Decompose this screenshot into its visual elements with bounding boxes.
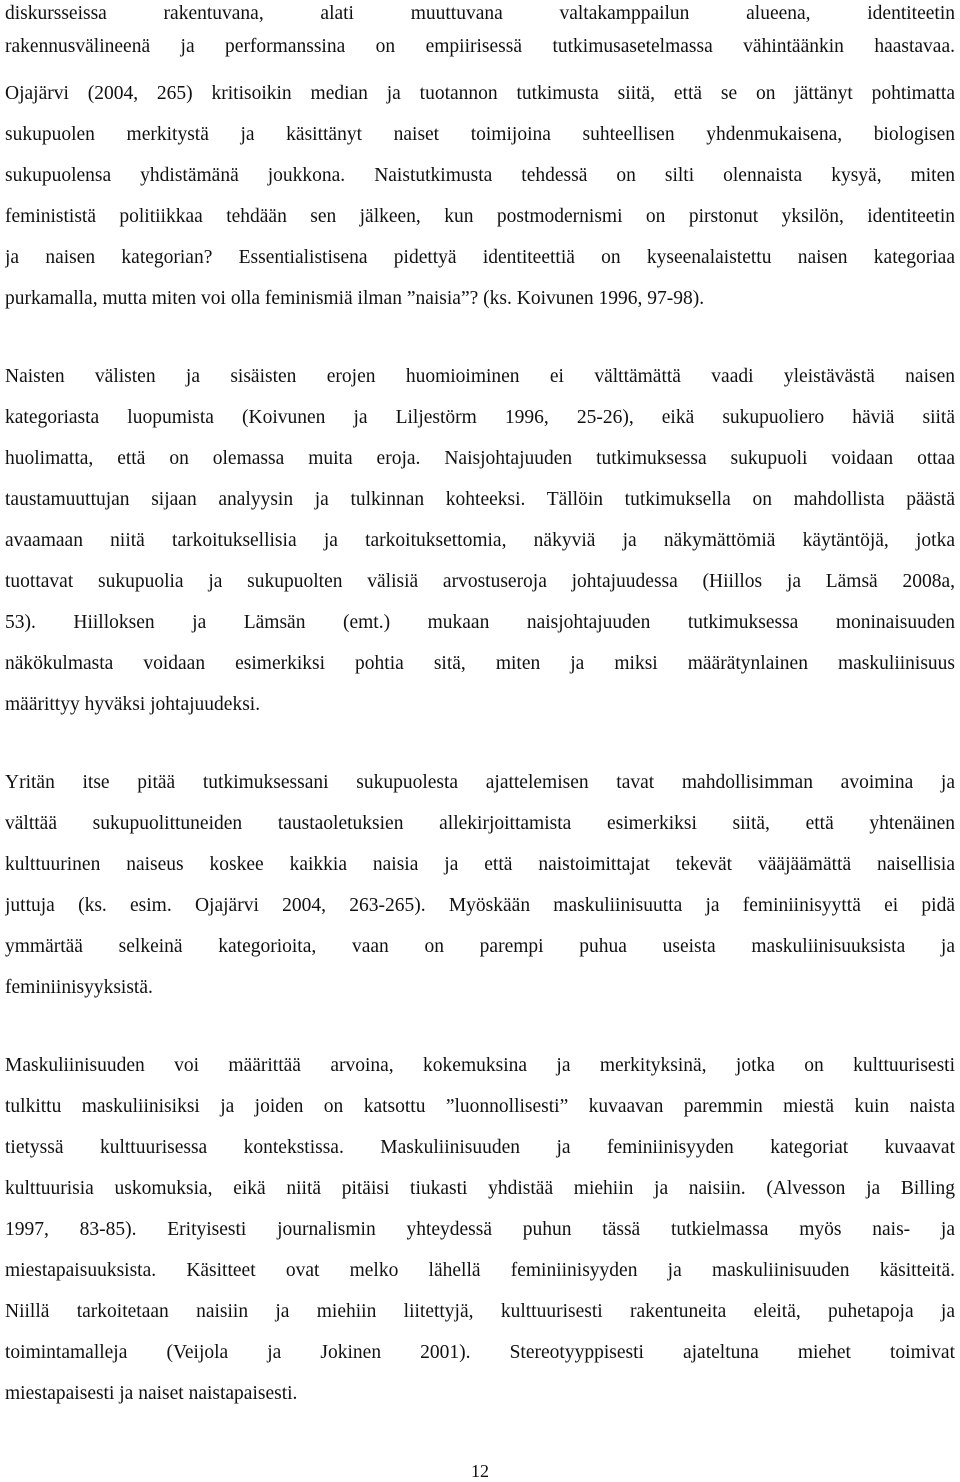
text-line: rakennusvälineenä ja performanssina on empiirisessä tutkimusasetelmassa vähintäänkin haastavaa. bbox=[5, 36, 955, 57]
text-line: kategoriasta luopumista (Koivunen ja Liljestörm 1996, 25-26), eikä sukupuoliero häviä siitä bbox=[5, 407, 955, 428]
text-line: feminististä politiikkaa tehdään sen jälkeen, kun postmodernismi on pirstonut yksilön, identiteetin bbox=[5, 206, 955, 227]
text-line: miestapaisesti ja naiset naistapaisesti. bbox=[5, 1383, 298, 1404]
text-line: 1997, 83-85). Erityisesti journalismin yhteydessä puhun tässä tutkielmassa myös nais- ja bbox=[5, 1219, 955, 1240]
text-line: tulkittu maskuliinisiksi ja joiden on katsottu ”luonnollisesti” kuvaavan paremmin miestä kuin naista bbox=[5, 1096, 955, 1117]
text-line: 53). Hiilloksen ja Lämsän (emt.) mukaan naisjohtajuuden tutkimuksessa moninaisuuden bbox=[5, 612, 955, 633]
text-line: tietyssä kulttuurisessa kontekstissa. Maskuliinisuuden ja feminiinisyyden kategoriat kuvaavat bbox=[5, 1137, 955, 1158]
text-line: toimintamalleja (Veijola ja Jokinen 2001). Stereotyyppisesti ajateltuna miehet toimivat bbox=[5, 1342, 955, 1363]
text-line: sukupuolen merkitystä ja käsittänyt naiset toimijoina suhteellisen yhdenmukaisena, biologisen bbox=[5, 124, 955, 145]
text-line: tuottavat sukupuolia ja sukupuolten välisiä arvostuseroja johtajuudessa (Hiillos ja Lämsä 2008a, bbox=[5, 571, 955, 592]
text-line: ymmärtää selkeinä kategorioita, vaan on parempi puhua useista maskuliinisuuksista ja bbox=[5, 936, 955, 957]
text-line: välttää sukupuolittuneiden taustaoletuksien allekirjoittamista esimerkiksi siitä, että yhtenäinen bbox=[5, 813, 955, 834]
text-line: kulttuurisia uskomuksia, eikä niitä pitäisi tiukasti yhdistää miehiin ja naisiin. (Alvesson ja Billing bbox=[5, 1178, 955, 1199]
text-line: avaamaan niitä tarkoituksellisia ja tarkoituksettomia, näkyviä ja näkymättömiä käytäntöjä, jotka bbox=[5, 530, 955, 551]
text-line: ja naisen kategorian? Essentialistisena pidettyä identiteettiä on kyseenalaistettu naisen kategoriaa bbox=[5, 247, 955, 268]
text-line: Yritän itse pitää tutkimuksessani sukupuolesta ajattelemisen tavat mahdollisimman avoimina ja bbox=[5, 772, 955, 793]
page-number: 12 bbox=[471, 1461, 489, 1481]
text-line: näkökulmasta voidaan esimerkiksi pohtia sitä, miten ja miksi määrätynlainen maskuliinisuus bbox=[5, 653, 955, 674]
text-line: Maskuliinisuuden voi määrittää arvoina, kokemuksina ja merkityksinä, jotka on kulttuurisesti bbox=[5, 1055, 955, 1076]
text-line: miestapaisuuksista. Käsitteet ovat melko lähellä feminiinisyyden ja maskuliinisuuden käsitteitä. bbox=[5, 1260, 955, 1281]
text-line: Naisten välisten ja sisäisten erojen huomioiminen ei välttämättä vaadi yleistävästä naisen bbox=[5, 366, 955, 387]
text-line: juttuja (ks. esim. Ojajärvi 2004, 263-265). Myöskään maskuliinisuutta ja feminiinisyyttä ei pidä bbox=[5, 895, 955, 916]
text-line: feminiinisyyksistä. bbox=[5, 977, 153, 998]
text-line: diskursseissa rakentuvana, alati muuttuvana valtakamppailun alueena, identiteetin bbox=[5, 3, 955, 24]
text-line: Ojajärvi (2004, 265) kritisoikin median ja tuotannon tutkimusta siitä, että se on jättänyt pohtimatta bbox=[5, 83, 955, 104]
text-line: taustamuuttujan sijaan analyysin ja tulkinnan kohteeksi. Tällöin tutkimuksella on mahdollista päästä bbox=[5, 489, 955, 510]
text-line: sukupuolensa yhdistämänä joukkona. Naistutkimusta tehdessä on silti olennaista kysyä, miten bbox=[5, 165, 955, 186]
text-line: Niillä tarkoitetaan naisiin ja miehiin liitettyjä, kulttuurisesti rakentuneita eleitä, puhetapoja ja bbox=[5, 1301, 955, 1322]
text-line: kulttuurinen naiseus koskee kaikkia naisia ja että naistoimittajat tekevät vääjäämättä naisellisia bbox=[5, 854, 955, 875]
text-line: purkamalla, mutta miten voi olla feminismiä ilman ”naisia”? (ks. Koivunen 1996, 97-98). bbox=[5, 288, 705, 309]
text-line: huolimatta, että on olemassa muita eroja. Naisjohtajuuden tutkimuksessa sukupuoli voidaan ottaa bbox=[5, 448, 955, 469]
text-line: määrittyy hyväksi johtajuudeksi. bbox=[5, 694, 261, 715]
